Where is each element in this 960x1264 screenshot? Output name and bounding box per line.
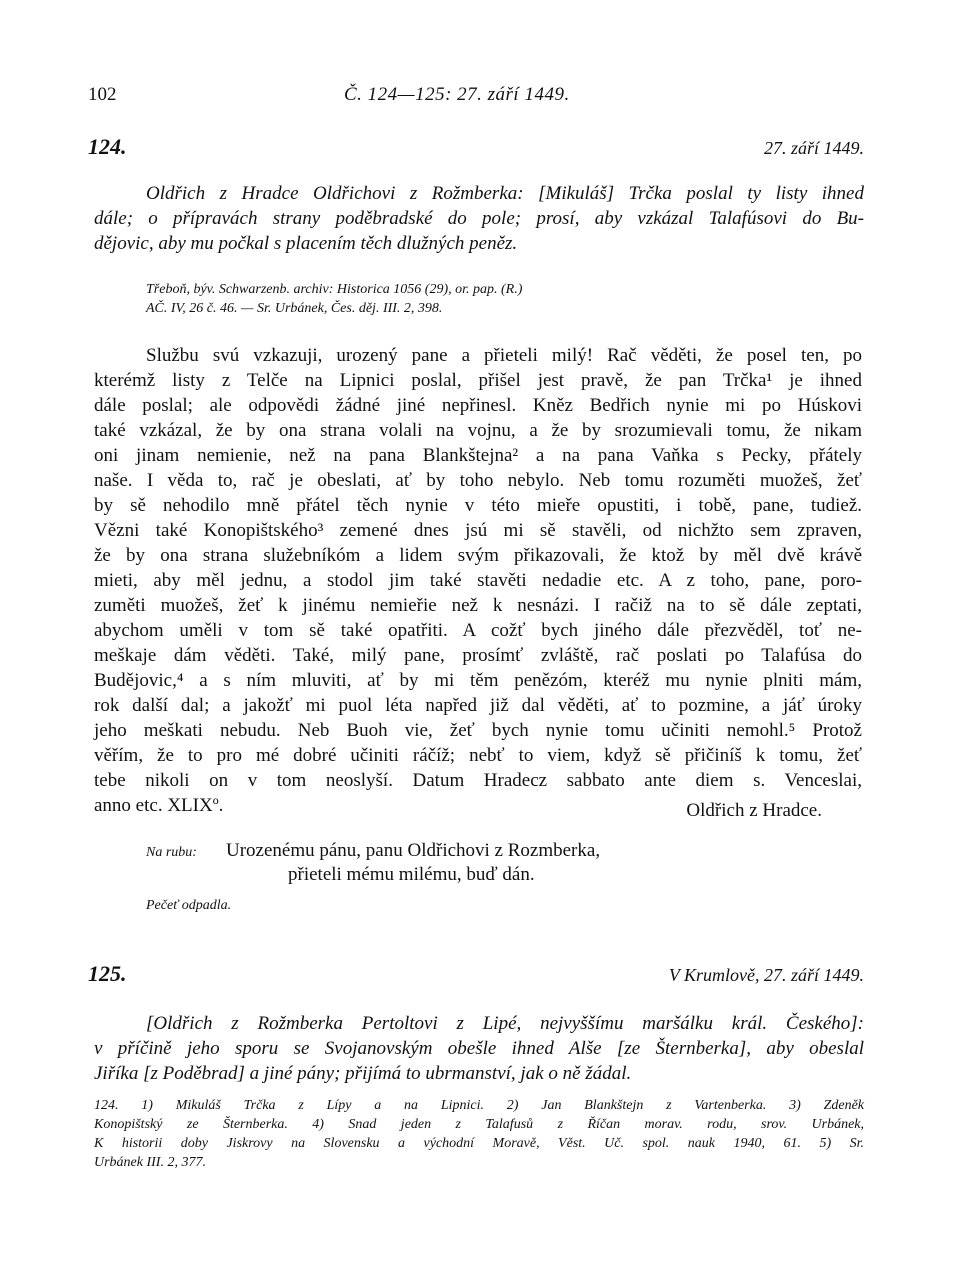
regest-124	[94, 181, 864, 256]
text-line: Službu svú vzkazuji, urozený pane a přieteli milý! Rač věděti, že posel ten, po	[146, 345, 862, 366]
verso-label: Na rubu:	[146, 845, 197, 860]
regest-line: v příčině jeho sporu se Svojanovským obešle ihned Alše [ze Šternberka], aby obeslal	[94, 1038, 864, 1059]
text-line: naše. I věda to, rač je obeslati, ať by toho nebylo. Neb tomu rozuměti muožeš, žeť	[94, 470, 862, 491]
document-number-125: 125.	[88, 961, 127, 986]
seal-note: Pečeť odpadla.	[146, 898, 232, 913]
text-line: mieti, aby měl jednu, a stodol jim také stavěti nedadie etc. A z toho, pane, poro-	[94, 570, 862, 591]
text-line: rok další dal; a jakožť mi puol léta napřed již dal věděti, ať to pozmine, a jáť úroky	[94, 695, 862, 716]
footnote-line: Konopištský ze Šternberka. 4) Snad jeden z Talafusů z Říčan morav. rodu, srov. Urbánek,	[94, 1117, 864, 1132]
document-place-date-125: V Krumlově, 27. září 1449.	[668, 965, 864, 985]
regest-line: Oldřich z Hradce Oldřichovi z Rožmberka: [Mikuláš] Trčka poslal ty listy ihned	[146, 183, 864, 204]
text-line: by sě nehodilo mně přátel těch nynie v této mieře opustiti, i tobě, pane, tudiež.	[94, 495, 862, 516]
text-line: Vězni také Konopištského³ zemené dnes jsú mi sě stavěli, od nichžto sem zpraven,	[94, 520, 862, 541]
text-line: že by ona strana služebníkóm a lidem svým přikazovali, že ktož by měl dvě krávě	[94, 545, 862, 566]
verso-address-line-2: přieteli mému milému, buď dán.	[288, 864, 535, 885]
footnote-line: Urbánek III. 2, 377.	[94, 1155, 206, 1170]
footnotes	[94, 1096, 864, 1172]
text-line: Budějovic,⁴ a s ním mluviti, ať by mi těm penězóm, kteréž mu nynie plniti mám,	[94, 670, 862, 691]
verso-address-line-1: Urozenému pánu, panu Oldřichovi z Rozmberka,	[226, 840, 601, 861]
source-line: AČ. IV, 26 č. 46. — Sr. Urbánek, Čes. děj. III. 2, 398.	[146, 301, 443, 316]
regest-125	[94, 1011, 864, 1086]
text-line: kterémž listy z Telče na Lipnici poslal, přišel jest pravě, že pan Trčka¹ je ihned	[94, 370, 862, 391]
text-line: anno etc. XLIXº.	[94, 795, 224, 816]
regest-line: dějovic, aby mu počkal s placením těch dlužných peněz.	[94, 233, 518, 254]
document-number-124: 124.	[88, 134, 127, 159]
text-line: jeho meškati nebudu. Neb Buoh vie, žeť bych nynie tomu učiniti nemohl.⁵ Protož	[94, 720, 862, 741]
source-note-124	[146, 280, 522, 318]
text-line: zuměti muožeš, žeť k jinému nemieřie než k nesnázi. I račiž na to sě dále zeptati,	[94, 595, 862, 616]
regest-line: [Oldřich z Rožmberka Pertoltovi z Lipé, nejvyššímu maršálku král. Českého]:	[146, 1013, 864, 1034]
text-line: věřím, že to pro mé dobré učiniti ráčíž; nebť to viem, když sě přičiníš k tomu, žeť	[94, 745, 862, 766]
source-line: Třeboň, býv. Schwarzenb. archiv: Historica 1056 (29), or. pap. (R.)	[146, 282, 523, 297]
running-title: Č. 124—125: 27. září 1449.	[344, 84, 570, 105]
text-line: tebe nikoli on v tom neoslyší. Datum Hradecz sabbato ante diem s. Venceslai,	[94, 770, 862, 791]
text-line: abychom uměli v tom sě také opatřiti. A cožť bych jiného dále přezvěděl, toť ne-	[94, 620, 862, 641]
document-date-124: 27. září 1449.	[763, 138, 864, 158]
text-line: dále poslal; ale odpovědi žádné jiné nepřinesl. Kněz Bedřich nynie mi po Húskovi	[94, 395, 862, 416]
text-line: také vzkázal, že by ona strana volali na vojnu, a že by srozumievali tomu, že nikam	[94, 420, 862, 441]
footnote-line: K historii doby Jiskrovy na Slovensku a východní Moravě, Věst. Uč. spol. nauk 1940, 61. 5) Sr.	[94, 1136, 864, 1151]
text-line: oni jinam nemienie, než na pana Blankštejna² a na pana Vaňka s Pecky, přátely	[94, 445, 862, 466]
text-line: meškaje dám věděti. Také, milý pane, prosímť zvláště, rač poslati po Talafúsa do	[94, 645, 862, 666]
regest-line: Jiříka [z Poděbrad] a jiné pány; přijímá to ubrmanství, jak o ně žádal.	[94, 1063, 632, 1084]
regest-line: dále; o přípravách strany poděbradské do pole; prosí, aby vzkázal Talafúsovi do Bu-	[94, 208, 864, 229]
footnote-line: 124. 1) Mikuláš Trčka z Lípy a na Lipnici. 2) Jan Blankštejn z Vartenberka. 3) Zdeněk	[94, 1098, 864, 1113]
letter-text-124	[94, 343, 862, 818]
page-number: 102	[88, 84, 117, 105]
signature: Oldřich z Hradce.	[686, 800, 822, 821]
